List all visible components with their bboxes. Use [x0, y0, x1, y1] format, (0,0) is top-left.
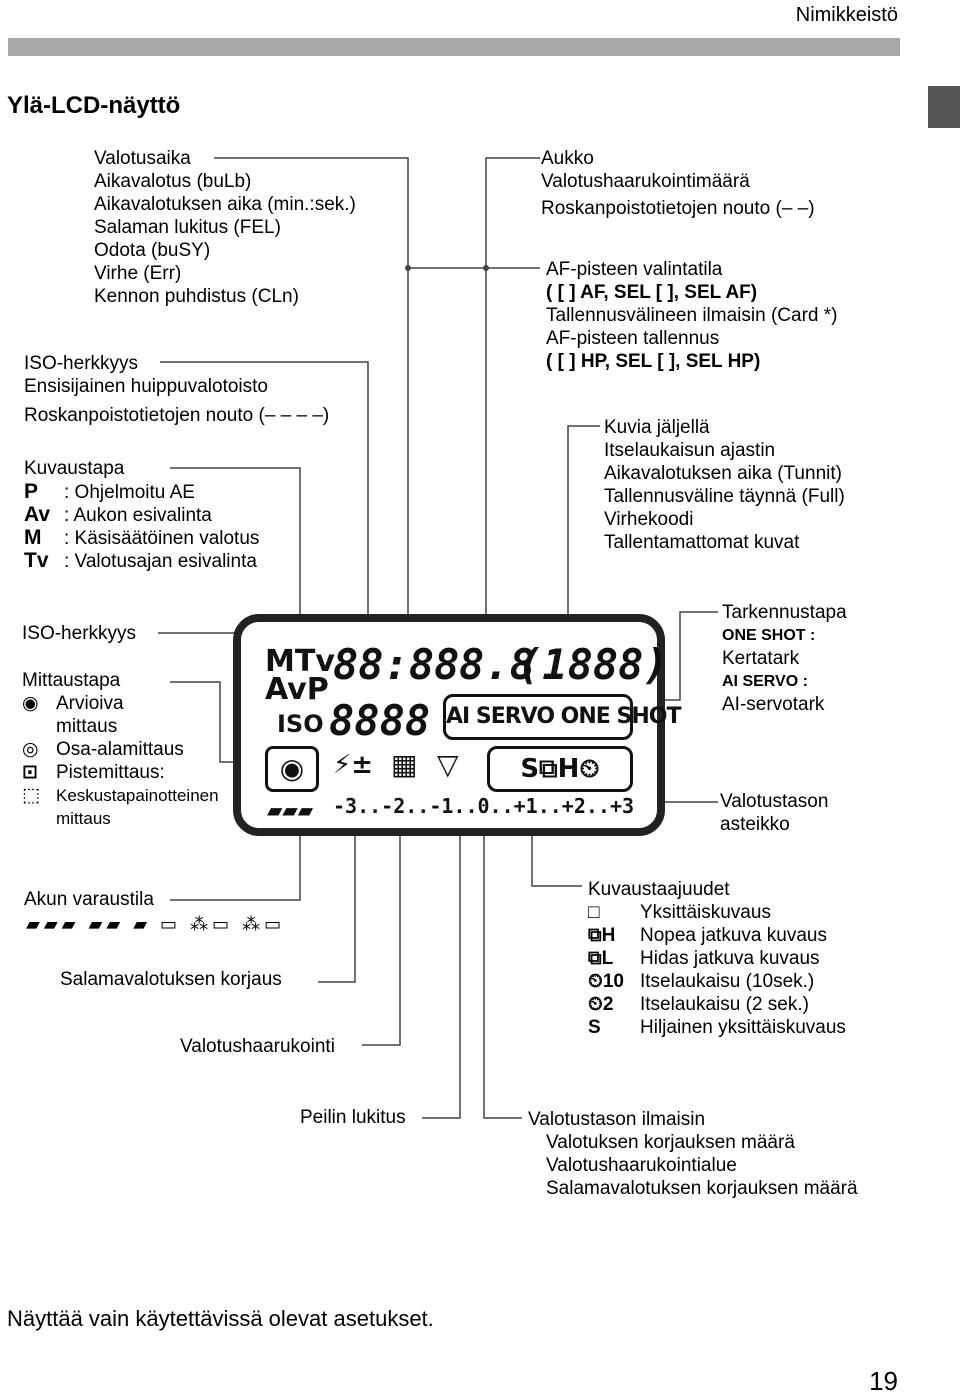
metering-item: Pistemittaus: [56, 762, 165, 783]
af-item: ( [ ] AF, SEL [ ], SEL AF) [546, 282, 758, 303]
iso-item: ISO-herkkyys [24, 353, 139, 374]
shots-info-list [604, 416, 845, 554]
lcd-mirror-lock-icon: ▽ [437, 748, 459, 781]
lcd-metering-icon: ◉ [265, 746, 319, 792]
page-number: 19 [869, 1366, 898, 1396]
shots-item: Itselaukaisun ajastin [604, 440, 776, 461]
shutter-item: Kennon puhdistus (CLn) [94, 286, 299, 307]
lcd-mode-top: MTv [265, 644, 335, 679]
af-mode-item: Kertatark [722, 648, 800, 669]
drive-item: Nopea jatkuva kuvaus [640, 925, 827, 946]
exposure-scale-line: asteikko [720, 814, 790, 835]
battery-level-icons: ▰▰▰ ▰▰ ▰ ▭ ⁂▭ ⁂▭ [26, 914, 286, 934]
metering-item: mittaus [56, 716, 118, 737]
af-item: ( [ ] HP, SEL [ ], SEL HP) [546, 351, 761, 372]
lcd-flash-comp-icon: ⚡± [333, 750, 374, 780]
drive-item: Itselaukaisu (10sek.) [640, 971, 815, 992]
metering-item: Osa-alamittaus [56, 739, 184, 760]
af-info-list [546, 258, 837, 373]
mode-symbol: Av [24, 503, 51, 526]
metering-list [22, 669, 219, 830]
lcd-iso-value: 8888 [329, 696, 431, 745]
continuous-high-icon: ⧉H [588, 925, 616, 946]
mode-symbol: P [24, 480, 39, 503]
exp-level-item: Valotushaarukointialue [546, 1155, 737, 1176]
lcd-battery-icon: ▰▰▰ [267, 798, 314, 822]
partial-icon: ◎ [22, 739, 39, 760]
shutter-info-list [94, 147, 356, 308]
spot-icon: ⊡ [22, 762, 38, 783]
lcd-af-mode-box: AI SERVO ONE SHOT [443, 694, 633, 740]
lcd-bracketing-icon: ▦ [391, 748, 418, 781]
aperture-item: Valotushaarukointimäärä [541, 171, 750, 192]
mode-label: : Valotusajan esivalinta [64, 551, 257, 572]
metering-item: Keskustapainotteinen [56, 786, 219, 805]
shots-item: Tallentamattomat kuvat [604, 532, 800, 553]
shots-item: Kuvia jäljellä [604, 417, 710, 438]
mode-symbol: M [24, 526, 42, 549]
section-header: Nimikkeistö [795, 4, 898, 26]
iso-item: Ensisijainen huippuvalotoisto [24, 376, 268, 397]
drive-item: Itselaukaisu (2 sek.) [640, 994, 809, 1015]
battery-label: Akun varaustila [24, 889, 154, 910]
lcd-mode-bottom: AvP [265, 672, 329, 707]
mirror-lock-label: Peilin lukitus [300, 1107, 406, 1128]
aperture-item: Aukko [541, 148, 594, 169]
shooting-mode-list [24, 457, 259, 572]
silent-single-icon: S [588, 1017, 601, 1038]
aperture-info-list [541, 147, 815, 220]
exp-level-heading: Valotustason ilmaisin [528, 1109, 706, 1130]
exposure-scale-label [720, 790, 828, 836]
shots-item: Tallennusväline täynnä (Full) [604, 486, 845, 507]
af-item: AF-pisteen tallennus [546, 328, 720, 349]
drive-mode-list [588, 878, 846, 1039]
single-shot-icon: □ [588, 902, 600, 923]
af-mode-list [722, 601, 847, 716]
shots-item: Virhekoodi [604, 509, 694, 530]
shutter-item: Salaman lukitus (FEL) [94, 217, 281, 238]
exp-level-item: Salamavalotuksen korjauksen määrä [546, 1178, 858, 1199]
lcd-iso-label: ISO [277, 710, 324, 738]
footer-note: Näyttää vain käytettävissä olevat asetukset. [7, 1306, 434, 1331]
page-title: Ylä-LCD-näyttö [7, 92, 181, 119]
lcd-shutter: 88:88 [333, 640, 460, 689]
shooting-mode-heading: Kuvaustapa [24, 458, 125, 479]
af-item: Tallennusvälineen ilmaisin (Card *) [546, 305, 838, 326]
mode-label: : Käsisäätöinen valotus [64, 528, 260, 549]
mode-label: : Ohjelmoitu AE [64, 482, 195, 503]
af-item: AF-pisteen valintatila [546, 259, 723, 280]
drive-item: Hidas jatkuva kuvaus [640, 948, 820, 969]
af-mode-heading: Tarkennustapa [722, 602, 847, 623]
center-weighted-icon: ⬚ [22, 785, 40, 806]
continuous-low-icon: ⧉L [588, 948, 614, 969]
lcd-drive-box: S⧉H⏲ [487, 746, 633, 792]
iso-left-label: ISO-herkkyys [22, 623, 137, 644]
lcd-exposure-scale: -3..-2..-1..0..+1..+2..+3 [333, 794, 635, 818]
shutter-item: Virhe (Err) [94, 263, 182, 284]
metering-item: mittaus [56, 809, 111, 828]
lcd-aperture: 8.8 [459, 640, 535, 689]
mode-label: : Aukon esivalinta [64, 505, 212, 526]
flash-comp-label: Salamavalotuksen korjaus [60, 969, 282, 990]
lcd-panel [233, 614, 681, 836]
mode-symbol: Tv [24, 549, 49, 572]
evaluative-icon: ◉ [22, 693, 39, 714]
lcd-shots: (1888) [517, 640, 669, 689]
bracketing-label: Valotushaarukointi [180, 1036, 335, 1057]
aperture-item: Roskanpoistotietojen nouto (– –) [541, 198, 815, 219]
drive-heading: Kuvaustaajuudet [588, 879, 730, 900]
self-timer-2-icon: ⏲2 [588, 994, 614, 1015]
shutter-item: Aikavalotuksen aika (min.:sek.) [94, 194, 356, 215]
self-timer-10-icon: ⏲10 [588, 971, 624, 992]
exp-level-item: Valotuksen korjauksen määrä [546, 1132, 795, 1153]
shutter-item: Aikavalotus (buLb) [94, 171, 252, 192]
shutter-item: Odota (buSY) [94, 240, 211, 261]
metering-heading: Mittaustapa [22, 670, 121, 691]
metering-item: Arvioiva [56, 693, 124, 714]
drive-item: Yksittäiskuvaus [640, 902, 771, 923]
shutter-item: Valotusaika [94, 148, 191, 169]
af-mode-item: ONE SHOT : [722, 627, 816, 644]
drive-item: Hiljainen yksittäiskuvaus [640, 1017, 846, 1038]
exposure-level-list [528, 1108, 858, 1200]
af-mode-item: AI SERVO : [722, 673, 808, 690]
af-mode-item: AI-servotark [722, 694, 825, 715]
shots-item: Aikavalotuksen aika (Tunnit) [604, 463, 842, 484]
iso-item: Roskanpoistotietojen nouto (– – – –) [24, 405, 330, 426]
exposure-scale-line: Valotustason [720, 791, 829, 812]
iso-info-list [24, 352, 329, 427]
